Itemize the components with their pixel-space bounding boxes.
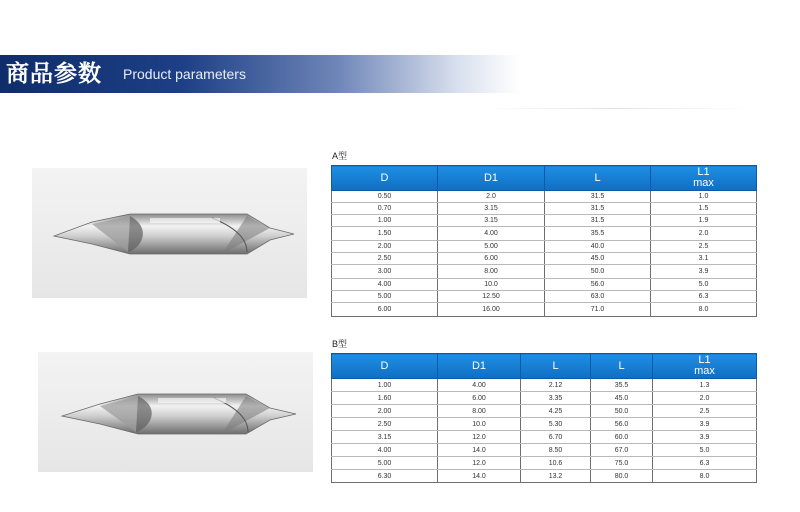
table-row	[332, 203, 757, 215]
table-cell: 2.0	[653, 392, 757, 405]
table-cell: 10.0	[438, 418, 521, 431]
table-cell: 3.15	[438, 215, 545, 227]
table-cell: 40.0	[545, 241, 651, 253]
table-row	[332, 241, 757, 253]
table-row	[332, 431, 757, 444]
table-cell: 8.00	[438, 405, 521, 418]
table-cell: 71.0	[545, 303, 651, 317]
table-cell: 1.00	[332, 379, 438, 392]
table-cell: 67.0	[591, 444, 653, 457]
table-cell: 2.5	[651, 241, 757, 253]
table-cell: 8.50	[521, 444, 591, 457]
col-header-l: L	[521, 354, 591, 379]
table-row	[332, 265, 757, 279]
table-cell: 60.0	[591, 431, 653, 444]
table-row	[332, 291, 757, 303]
section-title-cn: 商品参数	[6, 61, 102, 87]
table-cell: 10.0	[438, 279, 545, 291]
table-cell: 31.5	[545, 215, 651, 227]
table-row	[332, 253, 757, 265]
table-row	[332, 457, 757, 470]
table-cell: 2.00	[332, 241, 438, 253]
col-header-d1: D1	[438, 354, 521, 379]
col-header-l: L	[591, 354, 653, 379]
table-cell: 3.9	[653, 431, 757, 444]
table-cell: 45.0	[591, 392, 653, 405]
drill-image-a	[32, 168, 307, 298]
col-header-d: D	[332, 354, 438, 379]
table-cell: 45.0	[545, 253, 651, 265]
table-cell: 12.0	[438, 457, 521, 470]
table-cell: 8.0	[653, 470, 757, 483]
table-cell: 5.00	[332, 457, 438, 470]
drill-image-b	[38, 352, 313, 472]
center-drill-a-icon	[32, 168, 307, 298]
table-cell: 3.00	[332, 265, 438, 279]
table-row	[332, 418, 757, 431]
col-header-d1: D1	[438, 166, 545, 191]
col-header-l: L	[545, 166, 651, 191]
col-header-d: D	[332, 166, 438, 191]
spec-table-a	[331, 165, 757, 317]
table-cell: 12.50	[438, 291, 545, 303]
table-a-label: A型	[332, 151, 348, 161]
table-cell: 14.0	[438, 470, 521, 483]
center-drill-b-icon	[38, 352, 313, 472]
table-cell: 6.00	[438, 253, 545, 265]
table-row	[332, 227, 757, 241]
table-cell: 5.00	[332, 291, 438, 303]
table-cell: 5.00	[438, 241, 545, 253]
table-cell: 31.5	[545, 191, 651, 203]
table-cell: 5.0	[651, 279, 757, 291]
header-divider	[480, 108, 748, 109]
table-cell: 56.0	[545, 279, 651, 291]
table-cell: 12.0	[438, 431, 521, 444]
table-cell: 4.00	[332, 444, 438, 457]
col-header-l1-main: L1	[698, 354, 711, 366]
table-cell: 6.00	[332, 303, 438, 317]
table-cell: 63.0	[545, 291, 651, 303]
table-row	[332, 444, 757, 457]
col-header-l1-sub: max	[693, 177, 714, 189]
table-cell: 5.30	[521, 418, 591, 431]
table-cell: 35.5	[591, 379, 653, 392]
col-header-l1	[651, 166, 757, 191]
table-cell: 14.0	[438, 444, 521, 457]
table-cell: 5.0	[653, 444, 757, 457]
spec-table-b	[331, 353, 757, 483]
table-cell: 4.00	[332, 279, 438, 291]
table-b-label: B型	[332, 339, 348, 349]
table-cell: 13.2	[521, 470, 591, 483]
table-cell: 1.50	[332, 227, 438, 241]
col-header-l1	[653, 354, 757, 379]
table-cell: 2.00	[332, 405, 438, 418]
table-cell: 4.25	[521, 405, 591, 418]
table-cell: 10.6	[521, 457, 591, 470]
table-cell: 56.0	[591, 418, 653, 431]
table-cell: 2.0	[438, 191, 545, 203]
section-header-banner	[0, 55, 520, 93]
table-cell: 1.60	[332, 392, 438, 405]
table-cell: 4.00	[438, 227, 545, 241]
table-cell: 6.30	[332, 470, 438, 483]
table-row	[332, 470, 757, 483]
table-cell: 16.00	[438, 303, 545, 317]
table-cell: 2.5	[653, 405, 757, 418]
table-cell: 6.70	[521, 431, 591, 444]
table-cell: 2.50	[332, 253, 438, 265]
table-row	[332, 191, 757, 203]
table-row	[332, 279, 757, 291]
table-cell: 1.5	[651, 203, 757, 215]
table-cell: 0.50	[332, 191, 438, 203]
table-cell: 80.0	[591, 470, 653, 483]
table-cell: 3.9	[651, 265, 757, 279]
table-cell: 6.00	[438, 392, 521, 405]
table-cell: 1.0	[651, 191, 757, 203]
col-header-l1-sub: max	[694, 365, 715, 377]
table-row	[332, 303, 757, 317]
table-row	[332, 379, 757, 392]
table-cell: 6.3	[653, 457, 757, 470]
table-cell: 35.5	[545, 227, 651, 241]
table-cell: 31.5	[545, 203, 651, 215]
section-title-en: Product parameters	[123, 66, 246, 82]
table-cell: 1.9	[651, 215, 757, 227]
table-cell: 50.0	[545, 265, 651, 279]
table-row	[332, 405, 757, 418]
table-cell: 4.00	[438, 379, 521, 392]
table-cell: 8.00	[438, 265, 545, 279]
table-cell: 2.0	[651, 227, 757, 241]
table-row	[332, 392, 757, 405]
table-cell: 75.0	[591, 457, 653, 470]
col-header-l1-main: L1	[697, 166, 710, 178]
table-cell: 8.0	[651, 303, 757, 317]
table-cell: 1.3	[653, 379, 757, 392]
table-row	[332, 215, 757, 227]
table-cell: 0.70	[332, 203, 438, 215]
table-cell: 3.15	[332, 431, 438, 444]
table-cell: 2.50	[332, 418, 438, 431]
table-cell: 6.3	[651, 291, 757, 303]
table-cell: 1.00	[332, 215, 438, 227]
table-cell: 50.0	[591, 405, 653, 418]
table-cell: 3.35	[521, 392, 591, 405]
table-cell: 3.9	[653, 418, 757, 431]
table-cell: 3.1	[651, 253, 757, 265]
table-cell: 2.12	[521, 379, 591, 392]
table-cell: 3.15	[438, 203, 545, 215]
